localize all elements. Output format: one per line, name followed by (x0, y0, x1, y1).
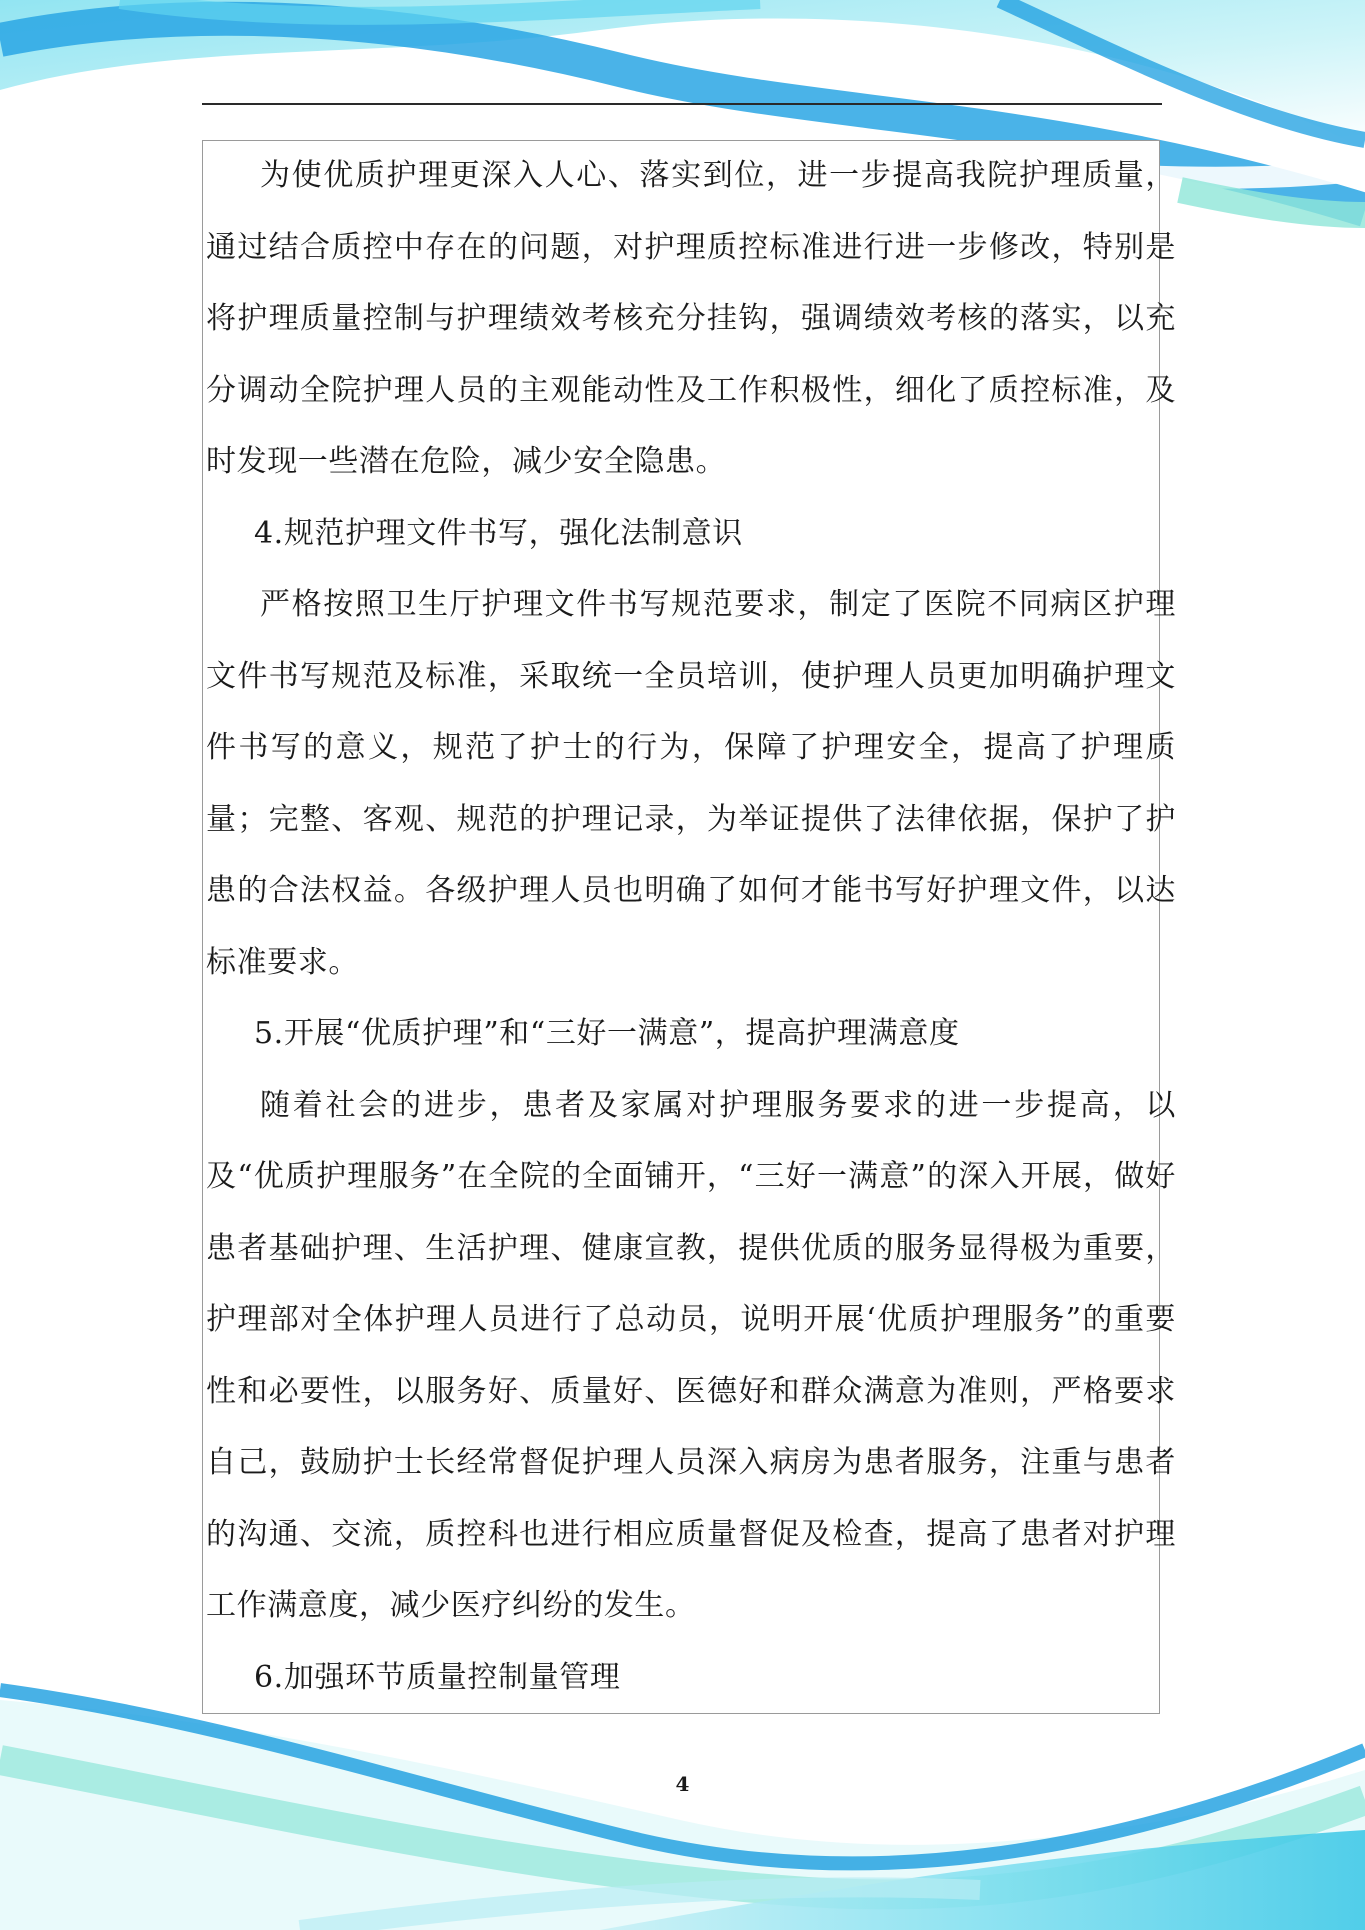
section-heading-5: 5.开展“优质护理”和“三好一满意”，提高护理满意度 (254, 1016, 960, 1051)
paragraph-quality-standards: 为使优质护理更深入人心、落实到位，进一步提高我院护理质量，通过结合质控中存在的问题，对护理质控标准进行进一步修改，特别是将护理质量控制与护理绩效考核充分挂钩，强调绩效考核的落实，以充分调动全院护理人员的主观能动性及工作积极性，细化了质控标准，及时发现一些潜在危险，减少安全隐患。 (206, 158, 1176, 479)
paragraph-nursing-documents: 严格按照卫生厅护理文件书写规范要求，制定了医院不同病区护理文件书写规范及标准，采取统一全员培训，使护理人员更加明确护理文件书写的意义，规范了护士的行为，保障了护理安全，提高了护理质量；完整、客观、规范的护理记录，为举证提供了法律依据，保护了护患的合法权益。各级护理人员也明确了如何才能书写好护理文件，以达标准要求。 (206, 587, 1176, 980)
page-number: 4 (675, 1772, 690, 1796)
header-rule (202, 103, 1162, 105)
document-body (206, 140, 1176, 1713)
section-heading-6: 6.加强环节质量控制量管理 (254, 1659, 621, 1695)
section-heading-4: 4.规范护理文件书写，强化法制意识 (254, 515, 743, 551)
paragraph-quality-service: 随着社会的进步，患者及家属对护理服务要求的进一步提高，以及“优质护理服务”在全院的全面铺开，“三好一满意”的深入开展，做好患者基础护理、生活护理、健康宣教，提供优质的服务显得极为重要，护理部对全体护理人员进行了总动员，说明开展‘优质护理服务”的重要性和必要性，以服务好、质量好、医德好和群众满意为准则，严格要求自己，鼓励护士长经常督促护理人员深入病房为患者服务，注重与患者的沟通、交流，质控科也进行相应质量督促及检查，提高了患者对护理工作满意度，减少医疗纠纷的发生。 (206, 1087, 1176, 1623)
